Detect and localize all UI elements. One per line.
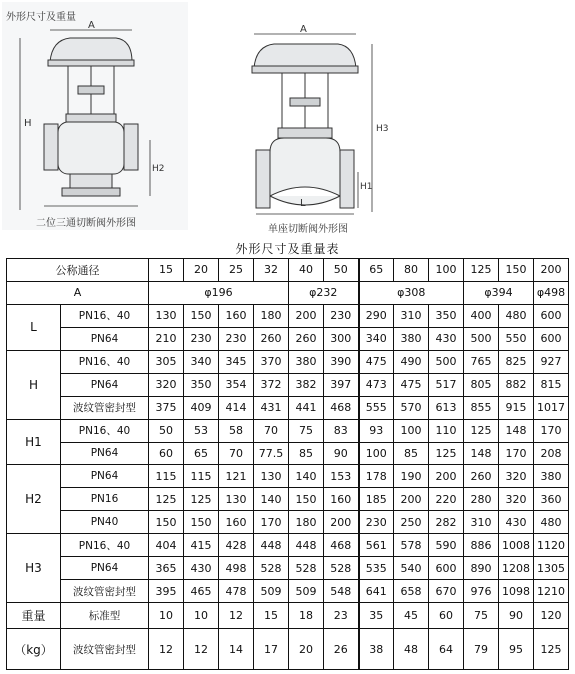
dn-cell: 80 — [394, 259, 429, 282]
dn-cell: 125 — [464, 259, 499, 282]
value-cell: 90 — [499, 603, 534, 629]
dn-cell: 15 — [149, 259, 184, 282]
value-cell: 125 — [184, 488, 219, 511]
value-cell: 282 — [429, 511, 464, 534]
sub-label: PN16、40 — [61, 350, 149, 373]
value-cell: 600 — [534, 304, 569, 327]
value-cell: 1120 — [534, 534, 569, 557]
sub-label: 标准型 — [61, 603, 149, 629]
dim-label-h1-right: H1 — [360, 182, 373, 192]
dim-label-h-left: H — [24, 118, 32, 129]
value-cell: 825 — [499, 350, 534, 373]
value-cell: 448 — [254, 534, 289, 557]
group-label: H2 — [7, 465, 61, 534]
value-cell: 70 — [254, 419, 289, 442]
sub-label: 波纹管密封型 — [61, 629, 149, 670]
value-cell: 409 — [184, 396, 219, 419]
value-cell: 230 — [359, 511, 394, 534]
nominal-diameter-header: 公称通径 — [7, 259, 149, 282]
value-cell: 85 — [289, 442, 324, 465]
group-label: H — [7, 350, 61, 419]
dim-label-l-right: L — [300, 198, 306, 209]
table-row — [7, 419, 569, 442]
value-cell: 148 — [464, 442, 499, 465]
value-cell: 83 — [324, 419, 359, 442]
value-cell: 1008 — [499, 534, 534, 557]
a-value-cell: φ394 — [464, 281, 534, 304]
value-cell: 468 — [324, 534, 359, 557]
value-cell: 200 — [394, 488, 429, 511]
sub-label: PN64 — [61, 465, 149, 488]
value-cell: 250 — [394, 511, 429, 534]
value-cell: 535 — [359, 557, 394, 580]
table-row — [7, 327, 569, 350]
dim-label-a-right: A — [300, 24, 307, 35]
value-cell: 10 — [149, 603, 184, 629]
value-cell: 390 — [324, 350, 359, 373]
value-cell: 50 — [149, 419, 184, 442]
value-cell: 465 — [184, 580, 219, 603]
value-cell: 170 — [534, 419, 569, 442]
sub-label: PN16、40 — [61, 534, 149, 557]
value-cell: 765 — [464, 350, 499, 373]
a-value-cell: φ498 — [534, 281, 569, 304]
value-cell: 658 — [394, 580, 429, 603]
value-cell: 613 — [429, 396, 464, 419]
table-row — [7, 373, 569, 396]
value-cell: 130 — [219, 488, 254, 511]
value-cell: 150 — [149, 511, 184, 534]
table-row — [7, 350, 569, 373]
value-cell: 473 — [359, 373, 394, 396]
value-cell: 230 — [184, 327, 219, 350]
a-row — [7, 281, 569, 304]
sub-label: PN64 — [61, 442, 149, 465]
value-cell: 882 — [499, 373, 534, 396]
value-cell: 340 — [359, 327, 394, 350]
single-seat-valve-drawing — [252, 34, 372, 214]
dn-cell: 50 — [324, 259, 359, 282]
weight-row — [7, 603, 569, 629]
value-cell: 1210 — [534, 580, 569, 603]
value-cell: 70 — [219, 442, 254, 465]
value-cell: 200 — [429, 465, 464, 488]
value-cell: 290 — [359, 304, 394, 327]
value-cell: 528 — [324, 557, 359, 580]
value-cell: 365 — [149, 557, 184, 580]
left-drawing-caption: 二位三通切断阀外形图 — [36, 218, 136, 229]
right-drawing-caption: 单座切断阀外形图 — [268, 224, 348, 235]
value-cell: 115 — [149, 465, 184, 488]
value-cell: 60 — [429, 603, 464, 629]
dimension-weight-table — [6, 258, 569, 670]
dim-label-a-left: A — [88, 20, 95, 31]
value-cell: 475 — [359, 350, 394, 373]
value-cell: 190 — [394, 465, 429, 488]
value-cell: 475 — [394, 373, 429, 396]
value-cell: 125 — [534, 629, 569, 670]
value-cell: 375 — [149, 396, 184, 419]
value-cell: 148 — [499, 419, 534, 442]
value-cell: 886 — [464, 534, 499, 557]
table-row — [7, 396, 569, 419]
weight-unit-label: （kg） — [7, 629, 61, 670]
value-cell: 478 — [219, 580, 254, 603]
sub-label: PN16 — [61, 488, 149, 511]
value-cell: 340 — [184, 350, 219, 373]
dim-label-h3-right: H3 — [376, 124, 389, 134]
value-cell: 26 — [324, 629, 359, 670]
value-cell: 480 — [534, 511, 569, 534]
value-cell: 90 — [324, 442, 359, 465]
value-cell: 20 — [289, 629, 324, 670]
value-cell: 121 — [219, 465, 254, 488]
value-cell: 380 — [394, 327, 429, 350]
value-cell: 75 — [289, 419, 324, 442]
value-cell: 400 — [464, 304, 499, 327]
value-cell: 185 — [359, 488, 394, 511]
value-cell: 115 — [184, 465, 219, 488]
value-cell: 670 — [429, 580, 464, 603]
valve-drawings-svg — [0, 0, 575, 238]
dn-cell: 100 — [429, 259, 464, 282]
dn-cell: 32 — [254, 259, 289, 282]
sub-label: PN64 — [61, 373, 149, 396]
value-cell: 23 — [324, 603, 359, 629]
value-cell: 490 — [394, 350, 429, 373]
dn-cell: 200 — [534, 259, 569, 282]
value-cell: 230 — [219, 327, 254, 350]
a-value-cell: φ232 — [289, 281, 359, 304]
value-cell: 561 — [359, 534, 394, 557]
value-cell: 641 — [359, 580, 394, 603]
table-row — [7, 511, 569, 534]
table-row — [7, 304, 569, 327]
value-cell: 528 — [289, 557, 324, 580]
value-cell: 153 — [324, 465, 359, 488]
value-cell: 500 — [464, 327, 499, 350]
group-label: L — [7, 304, 61, 350]
value-cell: 448 — [289, 534, 324, 557]
value-cell: 380 — [289, 350, 324, 373]
a-label: A — [7, 281, 149, 304]
table-row — [7, 580, 569, 603]
a-value-cell: φ308 — [359, 281, 464, 304]
value-cell: 85 — [394, 442, 429, 465]
value-cell: 480 — [499, 304, 534, 327]
value-cell: 1305 — [534, 557, 569, 580]
value-cell: 180 — [254, 304, 289, 327]
value-cell: 14 — [219, 629, 254, 670]
value-cell: 300 — [324, 327, 359, 350]
value-cell: 517 — [429, 373, 464, 396]
value-cell: 372 — [254, 373, 289, 396]
value-cell: 915 — [499, 396, 534, 419]
value-cell: 350 — [429, 304, 464, 327]
value-cell: 125 — [464, 419, 499, 442]
value-cell: 310 — [394, 304, 429, 327]
value-cell: 15 — [254, 603, 289, 629]
table-row — [7, 557, 569, 580]
value-cell: 58 — [219, 419, 254, 442]
sub-label: PN40 — [61, 511, 149, 534]
value-cell: 428 — [219, 534, 254, 557]
value-cell: 382 — [289, 373, 324, 396]
value-cell: 590 — [429, 534, 464, 557]
value-cell: 12 — [149, 629, 184, 670]
value-cell: 140 — [254, 488, 289, 511]
sub-label: PN64 — [61, 557, 149, 580]
value-cell: 17 — [254, 629, 289, 670]
valve-drawings — [0, 0, 575, 238]
value-cell: 578 — [394, 534, 429, 557]
value-cell: 230 — [324, 304, 359, 327]
value-cell: 1098 — [499, 580, 534, 603]
value-cell: 280 — [464, 488, 499, 511]
value-cell: 370 — [254, 350, 289, 373]
weight-row — [7, 629, 569, 670]
value-cell: 60 — [149, 442, 184, 465]
value-cell: 77.5 — [254, 442, 289, 465]
value-cell: 498 — [219, 557, 254, 580]
value-cell: 1017 — [534, 396, 569, 419]
value-cell: 570 — [394, 396, 429, 419]
value-cell: 431 — [254, 396, 289, 419]
value-cell: 540 — [394, 557, 429, 580]
value-cell: 180 — [289, 511, 324, 534]
value-cell: 125 — [429, 442, 464, 465]
value-cell: 200 — [289, 304, 324, 327]
value-cell: 64 — [429, 629, 464, 670]
weight-label: 重量 — [7, 603, 61, 629]
value-cell: 110 — [429, 419, 464, 442]
value-cell: 150 — [289, 488, 324, 511]
drawings-section-label: 外形尺寸及重量 — [6, 12, 76, 23]
value-cell: 35 — [359, 603, 394, 629]
value-cell: 208 — [534, 442, 569, 465]
value-cell: 528 — [254, 557, 289, 580]
value-cell: 855 — [464, 396, 499, 419]
value-cell: 160 — [324, 488, 359, 511]
value-cell: 509 — [254, 580, 289, 603]
group-label: H1 — [7, 419, 61, 465]
value-cell: 38 — [359, 629, 394, 670]
value-cell: 178 — [359, 465, 394, 488]
value-cell: 805 — [464, 373, 499, 396]
value-cell: 140 — [289, 465, 324, 488]
dn-cell: 20 — [184, 259, 219, 282]
table-row — [7, 465, 569, 488]
value-cell: 555 — [359, 396, 394, 419]
a-value-cell: φ196 — [149, 281, 289, 304]
value-cell: 45 — [394, 603, 429, 629]
value-cell: 220 — [429, 488, 464, 511]
value-cell: 170 — [254, 511, 289, 534]
value-cell: 815 — [534, 373, 569, 396]
value-cell: 12 — [219, 603, 254, 629]
value-cell: 160 — [219, 511, 254, 534]
value-cell: 150 — [184, 304, 219, 327]
dim-label-h2-left: H2 — [152, 164, 165, 174]
value-cell: 380 — [534, 465, 569, 488]
value-cell: 415 — [184, 534, 219, 557]
value-cell: 430 — [184, 557, 219, 580]
value-cell: 345 — [219, 350, 254, 373]
value-cell: 79 — [464, 629, 499, 670]
value-cell: 600 — [534, 327, 569, 350]
table-body — [7, 259, 569, 670]
table-row — [7, 534, 569, 557]
value-cell: 550 — [499, 327, 534, 350]
value-cell: 500 — [429, 350, 464, 373]
value-cell: 468 — [324, 396, 359, 419]
header-row — [7, 259, 569, 282]
value-cell: 414 — [219, 396, 254, 419]
value-cell: 976 — [464, 580, 499, 603]
value-cell: 65 — [184, 442, 219, 465]
value-cell: 120 — [534, 603, 569, 629]
value-cell: 441 — [289, 396, 324, 419]
value-cell: 93 — [359, 419, 394, 442]
value-cell: 130 — [149, 304, 184, 327]
value-cell: 10 — [184, 603, 219, 629]
value-cell: 125 — [149, 488, 184, 511]
value-cell: 890 — [464, 557, 499, 580]
value-cell: 48 — [394, 629, 429, 670]
value-cell: 430 — [499, 511, 534, 534]
sub-label: PN16、40 — [61, 304, 149, 327]
value-cell: 360 — [534, 488, 569, 511]
value-cell: 305 — [149, 350, 184, 373]
value-cell: 53 — [184, 419, 219, 442]
value-cell: 160 — [219, 304, 254, 327]
value-cell: 354 — [219, 373, 254, 396]
value-cell: 12 — [184, 629, 219, 670]
value-cell: 170 — [499, 442, 534, 465]
value-cell: 1208 — [499, 557, 534, 580]
table-title: 外形尺寸及重量表 — [235, 242, 340, 256]
value-cell: 320 — [149, 373, 184, 396]
value-cell: 150 — [184, 511, 219, 534]
sub-label: PN16、40 — [61, 419, 149, 442]
value-cell: 18 — [289, 603, 324, 629]
value-cell: 395 — [149, 580, 184, 603]
value-cell: 260 — [464, 465, 499, 488]
value-cell: 75 — [464, 603, 499, 629]
sub-label: PN64 — [61, 327, 149, 350]
value-cell: 310 — [464, 511, 499, 534]
value-cell: 509 — [289, 580, 324, 603]
value-cell: 260 — [254, 327, 289, 350]
value-cell: 260 — [289, 327, 324, 350]
sub-label: 波纹管密封型 — [61, 580, 149, 603]
sub-label: 波纹管密封型 — [61, 396, 149, 419]
value-cell: 548 — [324, 580, 359, 603]
dn-cell: 25 — [219, 259, 254, 282]
value-cell: 430 — [429, 327, 464, 350]
value-cell: 350 — [184, 373, 219, 396]
dn-cell: 40 — [289, 259, 324, 282]
value-cell: 320 — [499, 488, 534, 511]
value-cell: 95 — [499, 629, 534, 670]
value-cell: 210 — [149, 327, 184, 350]
value-cell: 600 — [429, 557, 464, 580]
table-row — [7, 442, 569, 465]
value-cell: 397 — [324, 373, 359, 396]
table-row — [7, 488, 569, 511]
value-cell: 200 — [324, 511, 359, 534]
value-cell: 130 — [254, 465, 289, 488]
dn-cell: 65 — [359, 259, 394, 282]
value-cell: 320 — [499, 465, 534, 488]
value-cell: 100 — [394, 419, 429, 442]
group-label: H3 — [7, 534, 61, 603]
value-cell: 404 — [149, 534, 184, 557]
dn-cell: 150 — [499, 259, 534, 282]
value-cell: 100 — [359, 442, 394, 465]
value-cell: 927 — [534, 350, 569, 373]
